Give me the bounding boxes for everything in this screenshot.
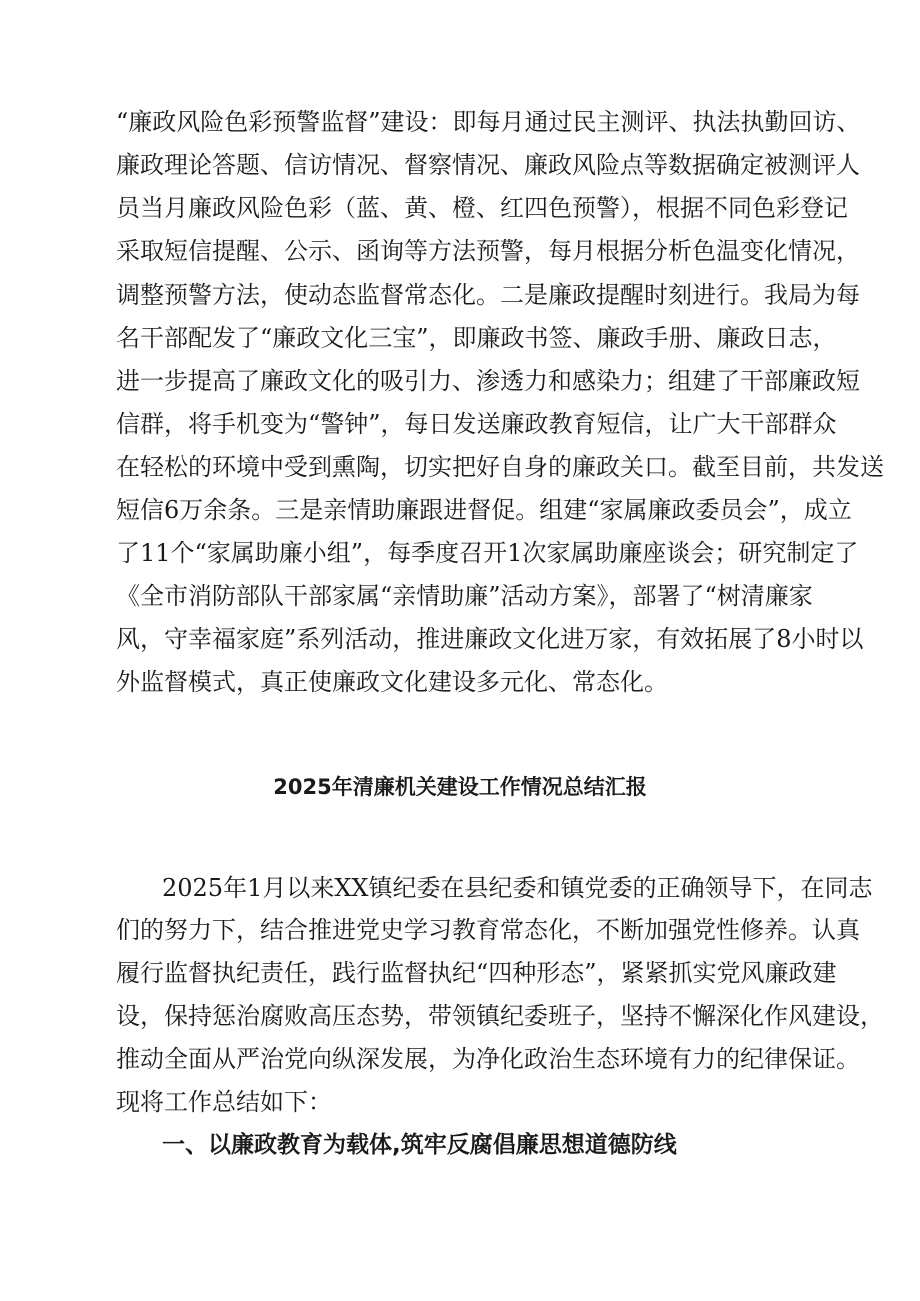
paragraph-line: 外监督模式，真正使廉政文化建设多元化、常态化。 <box>116 668 668 696</box>
paragraph-line: 在轻松的环境中受到熏陶，切实把好自身的廉政关口。截至目前，共发送 <box>116 453 884 481</box>
paragraph-line: 们的努力下，结合推进党史学习教育常态化，不断加强党性修养。认真 <box>116 916 860 944</box>
paragraph-line: 推动全面从严治党向纵深发展，为净化政治生态环境有力的纪律保证。 <box>116 1045 860 1073</box>
paragraph-line: 进一步提高了廉政文化的吸引力、渗透力和感染力；组建了干部廉政短 <box>116 367 860 395</box>
paragraph-line: 员当月廉政风险色彩（蓝、黄、橙、红四色预警），根据不同色彩登记 <box>116 194 848 222</box>
paragraph-line: 短信6万余条。三是亲情助廉跟进督促。组建“家属廉政委员会”，成立 <box>116 496 852 524</box>
paragraph-line: “廉政风险色彩预警监督”建设：即每月通过民主测评、执法执勤回访、 <box>116 108 861 136</box>
section-heading: 一、以廉政教育为载体,筑牢反腐倡廉思想道德防线 <box>162 1132 677 1158</box>
paragraph-line: 名干部配发了“廉政文化三宝”，即廉政书签、廉政手册、廉政日志， <box>116 324 837 352</box>
report-title: 2025年清廉机关建设工作情况总结汇报 <box>273 775 647 799</box>
paragraph-line: 了11个“家属助廉小组”，每季度召开1次家属助廉座谈会；研究制定了 <box>116 539 859 567</box>
paragraph-line: 调整预警方法，使动态监督常态化。二是廉政提醒时刻进行。我局为每 <box>116 281 860 309</box>
paragraph-line: 2025年1月以来XX镇纪委在县纪委和镇党委的正确领导下，在同志 <box>162 874 873 902</box>
paragraph-line: 信群，将手机变为“警钟”，每日发送廉政教育短信，让广大干部群众 <box>116 410 837 438</box>
paragraph-line: 设，保持惩治腐败高压态势，带领镇纪委班子，坚持不懈深化作风建设， <box>116 1002 884 1030</box>
paragraph-line: 《全市消防部队干部家属“亲情助廉”活动方案》，部署了“树清廉家 <box>116 582 813 610</box>
paragraph-line: 廉政理论答题、信访情况、督察情况、廉政风险点等数据确定被测评人 <box>116 151 860 179</box>
paragraph-line: 现将工作总结如下： <box>116 1088 332 1116</box>
paragraph-line: 履行监督执纪责任，践行监督执纪“四种形态”，紧紧抓实党风廉政建 <box>116 959 837 987</box>
paragraph-line: 风，守幸福家庭”系列活动，推进廉政文化进万家，有效拓展了8小时以 <box>116 625 864 653</box>
paragraph-line: 采取短信提醒、公示、函询等方法预警，每月根据分析色温变化情况， <box>116 237 860 265</box>
